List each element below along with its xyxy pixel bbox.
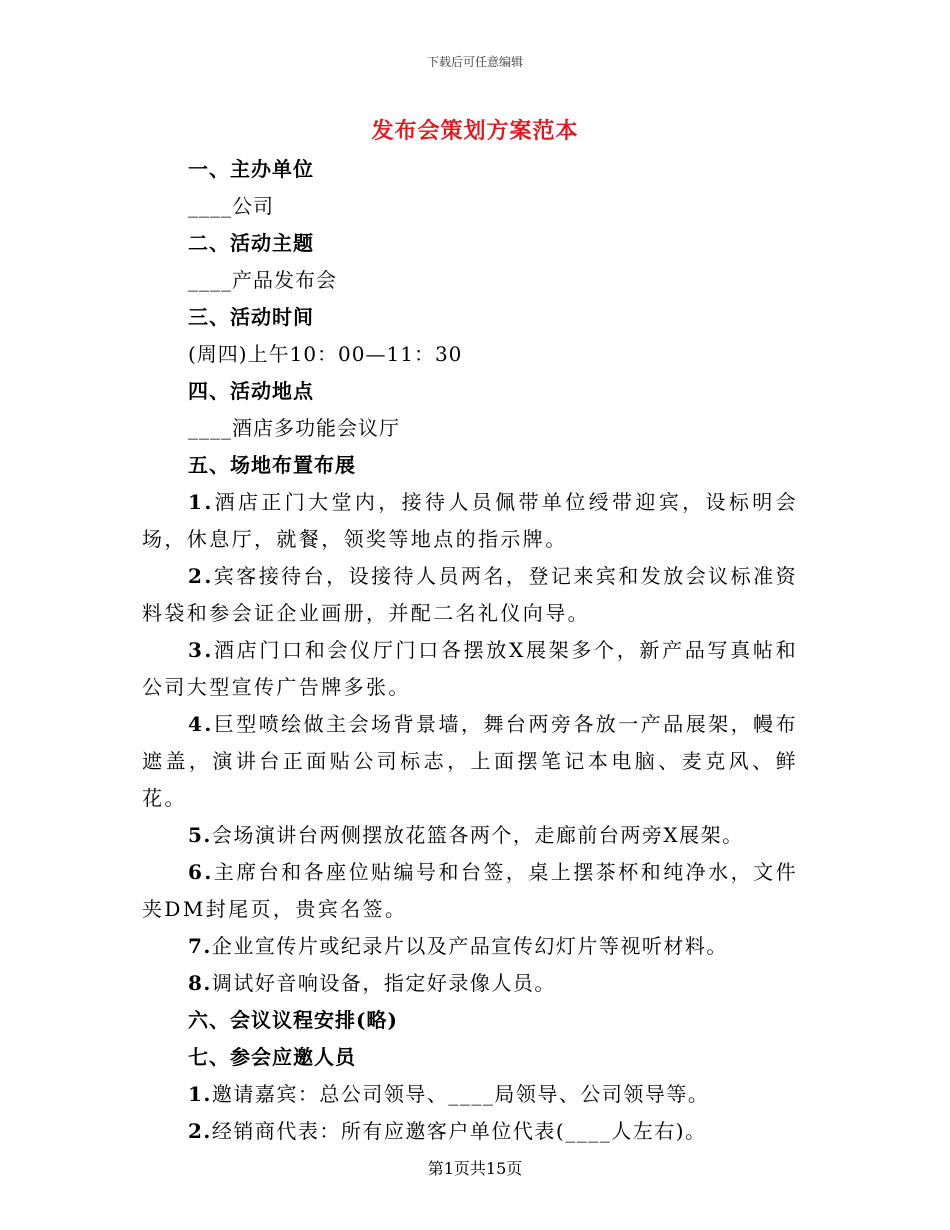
section-text-time: (周四)上午10：00—11：30 — [188, 342, 463, 366]
section-text-theme: ____产品发布会 — [188, 268, 337, 292]
item-text: 邀请嘉宾：总公司领导、____局领导、公司领导等。 — [211, 1082, 710, 1106]
layout-item — [142, 817, 798, 854]
document-title: 发布会策划方案范本 — [371, 118, 579, 144]
item-number: 7. — [188, 934, 212, 958]
section-heading-time: 三、活动时间 — [188, 305, 314, 329]
item-number: 2. — [188, 564, 214, 588]
item-number: 1. — [188, 1082, 212, 1106]
layout-item — [142, 965, 798, 1002]
layout-item — [142, 558, 798, 632]
page-number: 第1页共15页 — [427, 1159, 523, 1178]
layout-item — [142, 484, 798, 558]
page-header-note: 下载后可任意编辑 — [426, 55, 523, 69]
item-number: 3. — [188, 638, 214, 662]
item-number: 4. — [188, 712, 214, 736]
layout-item — [142, 706, 798, 817]
section-heading-venue: 四、活动地点 — [188, 379, 314, 403]
invitee-item — [142, 1076, 798, 1113]
document-body — [142, 151, 798, 1150]
section-heading-agenda: 六、会议议程安排(略) — [188, 1008, 398, 1032]
item-text: 主席台和各座位贴编号和台签，桌上摆茶杯和纯净水，文件夹DM封尾页，贵宾名签。 — [142, 860, 798, 921]
item-text: 酒店正门大堂内，接待人员佩带单位绶带迎宾，设标明会场，休息厅，就餐，领奖等地点的指示牌。 — [142, 490, 798, 551]
section-text-organizer: ____公司 — [188, 194, 274, 218]
item-number: 1. — [188, 490, 214, 514]
layout-item — [142, 632, 798, 706]
item-text: 会场演讲台两侧摆放花篮各两个，走廊前台两旁X展架。 — [211, 823, 744, 847]
layout-item — [142, 854, 798, 928]
item-text: 调试好音响设备，指定好录像人员。 — [211, 971, 556, 995]
item-number: 2. — [188, 1119, 212, 1143]
section-heading-theme: 二、活动主题 — [188, 231, 314, 255]
layout-item — [142, 928, 798, 965]
section-heading-invitees: 七、参会应邀人员 — [188, 1045, 356, 1069]
item-number: 8. — [188, 971, 212, 995]
item-text: 宾客接待台，设接待人员两名，登记来宾和发放会议标准资料袋和参会证企业画册，并配二名礼仪向导。 — [142, 564, 798, 625]
item-text: 酒店门口和会仪厅门口各摆放X展架多个，新产品写真帖和公司大型宣传广告牌多张。 — [142, 638, 798, 699]
item-text: 企业宣传片或纪录片以及产品宣传幻灯片等视听材料。 — [211, 934, 728, 958]
section-heading-organizer: 一、主办单位 — [188, 157, 314, 181]
section-heading-layout: 五、场地布置布展 — [188, 453, 356, 477]
item-number: 6. — [188, 860, 214, 884]
invitee-item — [142, 1113, 798, 1150]
item-number: 5. — [188, 823, 212, 847]
item-text: 经销商代表：所有应邀客户单位代表(____人左右)。 — [211, 1119, 707, 1143]
item-text: 巨型喷绘做主会场背景墙，舞台两旁各放一产品展架，幔布遮盖，演讲台正面贴公司标志，上面摆笔记本电脑、麦克风、鲜花。 — [142, 712, 798, 810]
section-text-venue: ____酒店多功能会议厅 — [188, 416, 400, 440]
